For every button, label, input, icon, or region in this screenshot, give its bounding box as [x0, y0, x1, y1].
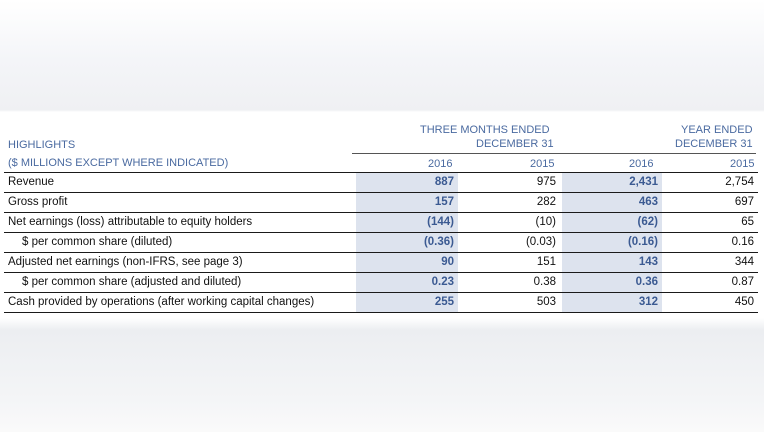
year-ended-header: YEAR ENDED — [681, 124, 753, 136]
row-value: 975 — [536, 176, 556, 188]
row-value: 0.87 — [731, 276, 754, 288]
row-value: (10) — [535, 216, 556, 228]
row-value: 157 — [356, 193, 458, 212]
col-year-1: 2016 — [428, 158, 453, 170]
row-value: 887 — [356, 173, 458, 192]
row-value: 312 — [562, 293, 662, 312]
row-value: 143 — [562, 253, 662, 272]
row-value: 282 — [536, 196, 556, 208]
three-months-header: THREE MONTHS ENDED — [420, 124, 550, 136]
row-value: 344 — [734, 256, 754, 268]
row-value: 2,431 — [562, 173, 662, 192]
row-value: 0.36 — [562, 273, 662, 292]
row-value: 0.38 — [533, 276, 556, 288]
row-value: (62) — [562, 213, 662, 232]
three-months-date: DECEMBER 31 — [476, 138, 554, 150]
highlights-table — [0, 112, 764, 318]
row-value: (0.16) — [562, 233, 662, 252]
row-value: 0.16 — [731, 236, 754, 248]
row-value: 255 — [356, 293, 458, 312]
row-value: (0.36) — [356, 233, 458, 252]
row-value: 0.23 — [356, 273, 458, 292]
table-row — [4, 193, 758, 213]
table-row — [4, 213, 758, 233]
table-title: HIGHLIGHTS — [8, 139, 76, 151]
header-rule — [352, 153, 756, 154]
row-value: 65 — [741, 216, 754, 228]
table-row — [4, 173, 758, 193]
table-row — [4, 273, 758, 293]
row-label: Cash provided by operations (after working capital changes) — [8, 296, 315, 308]
row-value: 2,754 — [725, 176, 754, 188]
row-label: Gross profit — [8, 196, 68, 208]
row-label: Net earnings (loss) attributable to equity holders — [8, 216, 253, 228]
row-label: $ per common share (diluted) — [22, 236, 173, 248]
row-label: $ per common share (adjusted and diluted) — [22, 276, 242, 288]
table-row — [4, 253, 758, 273]
row-value: 151 — [536, 256, 556, 268]
row-label: Revenue — [8, 176, 55, 188]
table-subtitle: ($ MILLIONS EXCEPT WHERE INDICATED) — [8, 157, 229, 169]
col-year-4: 2015 — [730, 158, 755, 170]
table-row — [4, 293, 758, 313]
row-label: Adjusted net earnings (non-IFRS, see page 3) — [8, 256, 243, 268]
row-value: 503 — [536, 296, 556, 308]
col-year-2: 2015 — [530, 158, 555, 170]
table-row — [4, 233, 758, 253]
row-value: 90 — [356, 253, 458, 272]
row-value: 697 — [734, 196, 754, 208]
row-value: 450 — [734, 296, 754, 308]
col-year-3: 2016 — [629, 158, 654, 170]
row-value: (0.03) — [525, 236, 556, 248]
row-value: 463 — [562, 193, 662, 212]
year-ended-date: DECEMBER 31 — [675, 138, 753, 150]
row-value: (144) — [356, 213, 458, 232]
